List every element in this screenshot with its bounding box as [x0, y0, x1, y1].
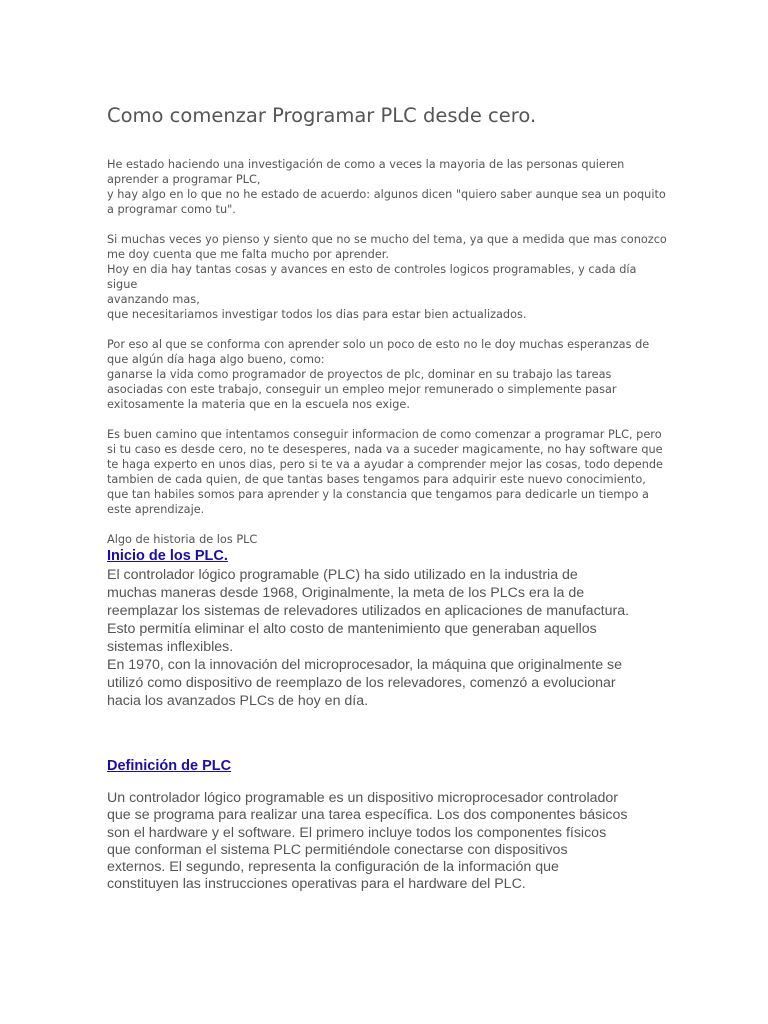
section-link-definicion[interactable]: Definición de PLC	[107, 758, 232, 774]
section-heading-inicio	[107, 547, 228, 565]
history-caption: Algo de historia de los PLC	[107, 533, 258, 546]
page-title: Como comenzar Programar PLC desde cero.	[107, 104, 537, 127]
intro-paragraph: He estado haciendo una investigación de como a veces la mayoria de las personas quieren aprender a programar PLC, y hay algo en lo que no he estado de acuerdo: algunos dicen "quiero saber aunque sea un poquito a programar como tu".	[107, 158, 666, 216]
intro-paragraph: Es buen camino que intentamos conseguir informacion de como comenzar a programar PLC, pero si tu caso es desde cero, no te desesperes, nada va a suceder magicamente, no hay software que te haga experto en unos dias, pero si te va a ayudar a comprender mejor las cosas, todo depende tambien de cada quien, de que tantas bases tengamos para adquirir este nuevo conocimiento, que tan habiles somos para aprender y la constancia que tengamos para dedicarle un tiempo a este aprendizaje.	[107, 428, 663, 516]
intro-text	[107, 157, 667, 547]
section-link-inicio[interactable]: Inicio de los PLC.	[107, 548, 228, 564]
intro-paragraph: Por eso al que se conforma con aprender solo un poco de esto no le doy muchas esperanzas de que algún día haga algo bueno, como: ganarse la vida como programador de proyectos de plc, dominar en su trabajo las tareas asociadas con este trabajo, conseguir un empleo mejor remunerado o simplemente pasar exitosamente la materia que en la escuela nos exige.	[107, 338, 650, 411]
section-body-inicio: El controlador lógico programable (PLC) ha sido utilizado en la industria de muchas maneras desde 1968, Originalmente, la meta de los PLCs era la de reemplazar los sistemas de relevadores utilizados en aplicaciones de manufactura. Esto permitía eliminar el alto costo de mantenimiento que generaban aquellos sistemas inflexibles. En 1970, con la innovación del microprocesador, la máquina que originalmente se utilizó como dispositivo de reemplazo de los relevadores, comenzó a evolucionar hacia los avanzados PLCs de hoy en día.	[107, 567, 630, 709]
section-body-definicion: Un controlador lógico programable es un dispositivo microprocesador controlador que se programa para realizar una tarea específica. Los dos componentes básicos son el hardware y el software. El primero incluye todos los componentes físicos que conforman el sistema PLC permitiéndole conectarse con dispositivos externos. El segundo, representa la configuración de la información que constituyen las instrucciones operativas para el hardware del PLC.	[107, 790, 628, 893]
section-heading-definicion	[107, 757, 231, 775]
intro-paragraph: Si muchas veces yo pienso y siento que no se mucho del tema, ya que a medida que mas conozco me doy cuenta que me falta mucho por aprender. Hoy en dia hay tantas cosas y avances en esto de controles logicos programables, y cada día sigue avanzando mas, que necesitariamos investigar todos los dias para estar bien actualizados.	[107, 233, 667, 321]
